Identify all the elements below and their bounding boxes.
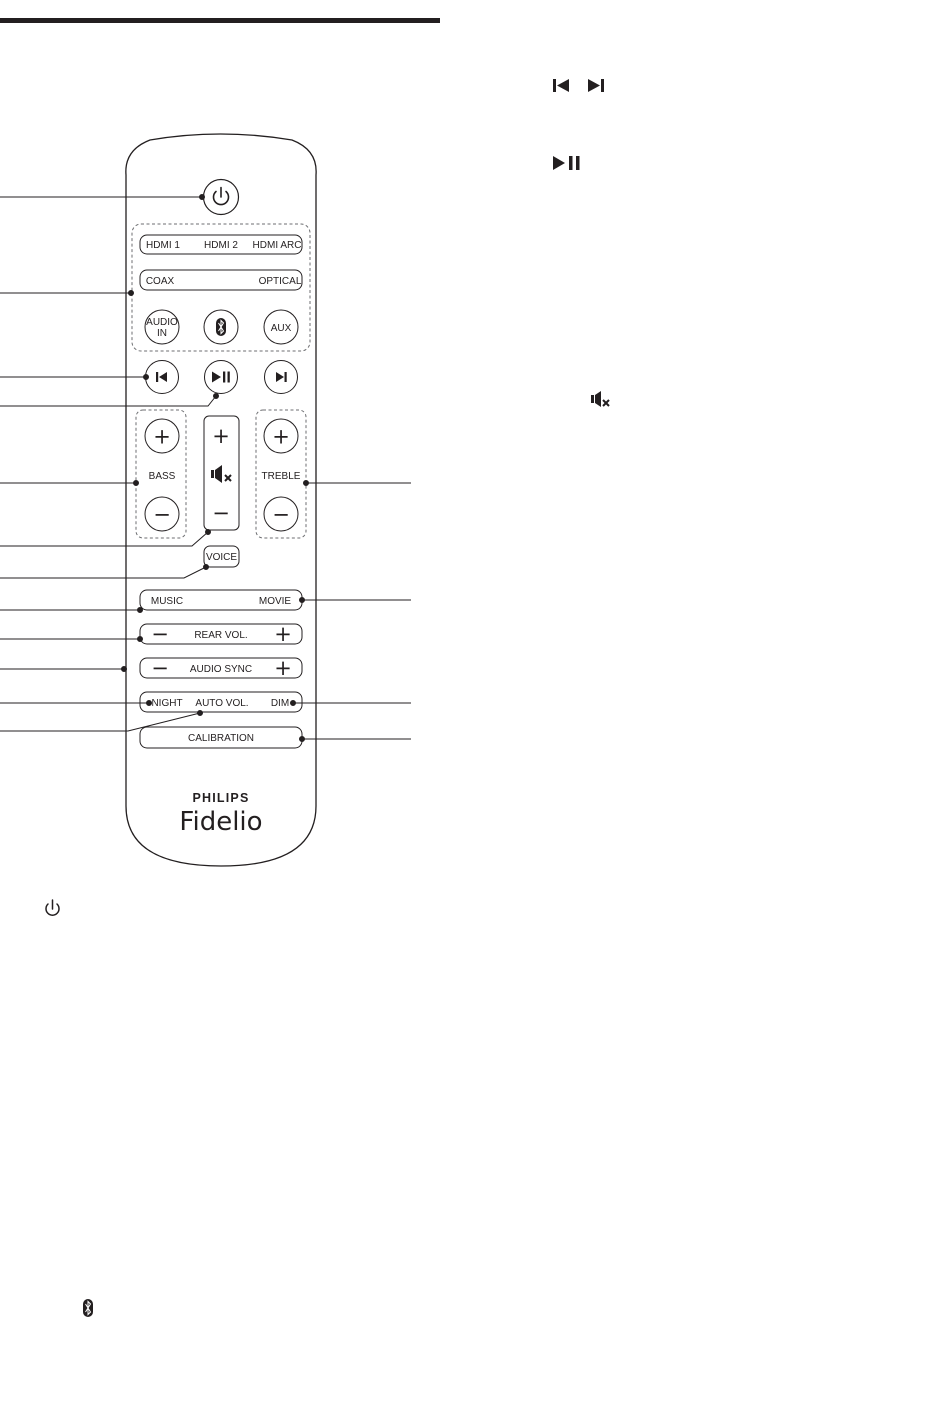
voice-button[interactable] xyxy=(204,546,239,567)
next-button[interactable] xyxy=(265,361,298,394)
night-button[interactable]: NIGHT xyxy=(151,698,183,709)
bass-label: BASS xyxy=(148,471,176,482)
svg-text:VOICE: VOICE xyxy=(205,552,238,563)
power-icon xyxy=(214,188,229,205)
rear-vol-up-button[interactable]: + xyxy=(274,622,292,646)
svg-text:AUX: AUX xyxy=(270,323,292,334)
svg-text:−: − xyxy=(272,502,290,527)
play-pause-button[interactable] xyxy=(205,361,238,394)
optical-button[interactable]: OPTICAL xyxy=(258,276,302,287)
model-logo: Fidelio xyxy=(179,807,263,837)
text-play-pause-icon xyxy=(553,156,580,170)
previous-button[interactable] xyxy=(146,361,179,394)
treble-down-button[interactable] xyxy=(264,497,298,531)
coax-button[interactable]: COAX xyxy=(145,276,175,287)
mute-icon xyxy=(211,465,231,483)
volume-up-button[interactable]: + xyxy=(212,424,230,448)
text-bluetooth-icon xyxy=(83,1299,93,1317)
hdmi-arc-button[interactable]: HDMI ARC xyxy=(252,240,302,251)
movie-button[interactable]: MOVIE xyxy=(258,596,292,607)
hdmi1-button[interactable]: HDMI 1 xyxy=(146,240,180,251)
svg-text:CALIBRATION: CALIBRATION xyxy=(188,733,254,744)
rear-vol-label: REAR VOL. xyxy=(194,630,248,641)
svg-text:+: + xyxy=(272,424,290,449)
power-button[interactable] xyxy=(204,180,239,215)
treble-label: TREBLE xyxy=(261,471,301,482)
calibration-button[interactable] xyxy=(140,727,302,748)
audio-sync-label: AUDIO SYNC xyxy=(189,664,253,675)
next-track-icon xyxy=(276,372,287,382)
audio-sync-down-button[interactable]: − xyxy=(151,656,169,680)
treble-up-button[interactable] xyxy=(264,419,298,453)
text-prev-next-icons xyxy=(553,79,604,92)
aux-button[interactable] xyxy=(264,310,298,344)
text-power-icon xyxy=(46,900,59,915)
hdmi-row xyxy=(140,235,302,254)
svg-text:IN: IN xyxy=(157,328,167,339)
next-track-icon xyxy=(588,79,604,92)
svg-text:+: + xyxy=(153,424,171,449)
previous-track-icon xyxy=(156,372,167,382)
right-callouts xyxy=(291,481,412,742)
svg-text:AUDIO: AUDIO xyxy=(146,317,178,328)
svg-text:−: − xyxy=(153,502,171,527)
bass-up-button[interactable] xyxy=(145,419,179,453)
rear-vol-down-button[interactable]: − xyxy=(151,622,169,646)
auto-vol-button[interactable]: AUTO VOL. xyxy=(195,698,249,709)
text-mute-icon xyxy=(591,391,609,407)
coax-optical-row xyxy=(140,270,302,290)
left-callouts xyxy=(0,195,219,732)
previous-track-icon xyxy=(553,79,569,92)
hdmi2-button[interactable]: HDMI 2 xyxy=(204,240,238,251)
volume-down-button[interactable]: − xyxy=(212,501,230,525)
dim-button[interactable]: DIM xyxy=(270,698,290,709)
audio-in-button[interactable] xyxy=(145,310,179,344)
bass-down-button[interactable] xyxy=(145,497,179,531)
bluetooth-button[interactable] xyxy=(204,310,238,344)
audio-sync-up-button[interactable]: + xyxy=(274,656,292,680)
brand-logo: PHILIPS xyxy=(192,791,250,805)
play-pause-icon xyxy=(212,372,230,383)
mute-button[interactable] xyxy=(211,465,231,483)
music-button[interactable]: MUSIC xyxy=(150,596,184,607)
